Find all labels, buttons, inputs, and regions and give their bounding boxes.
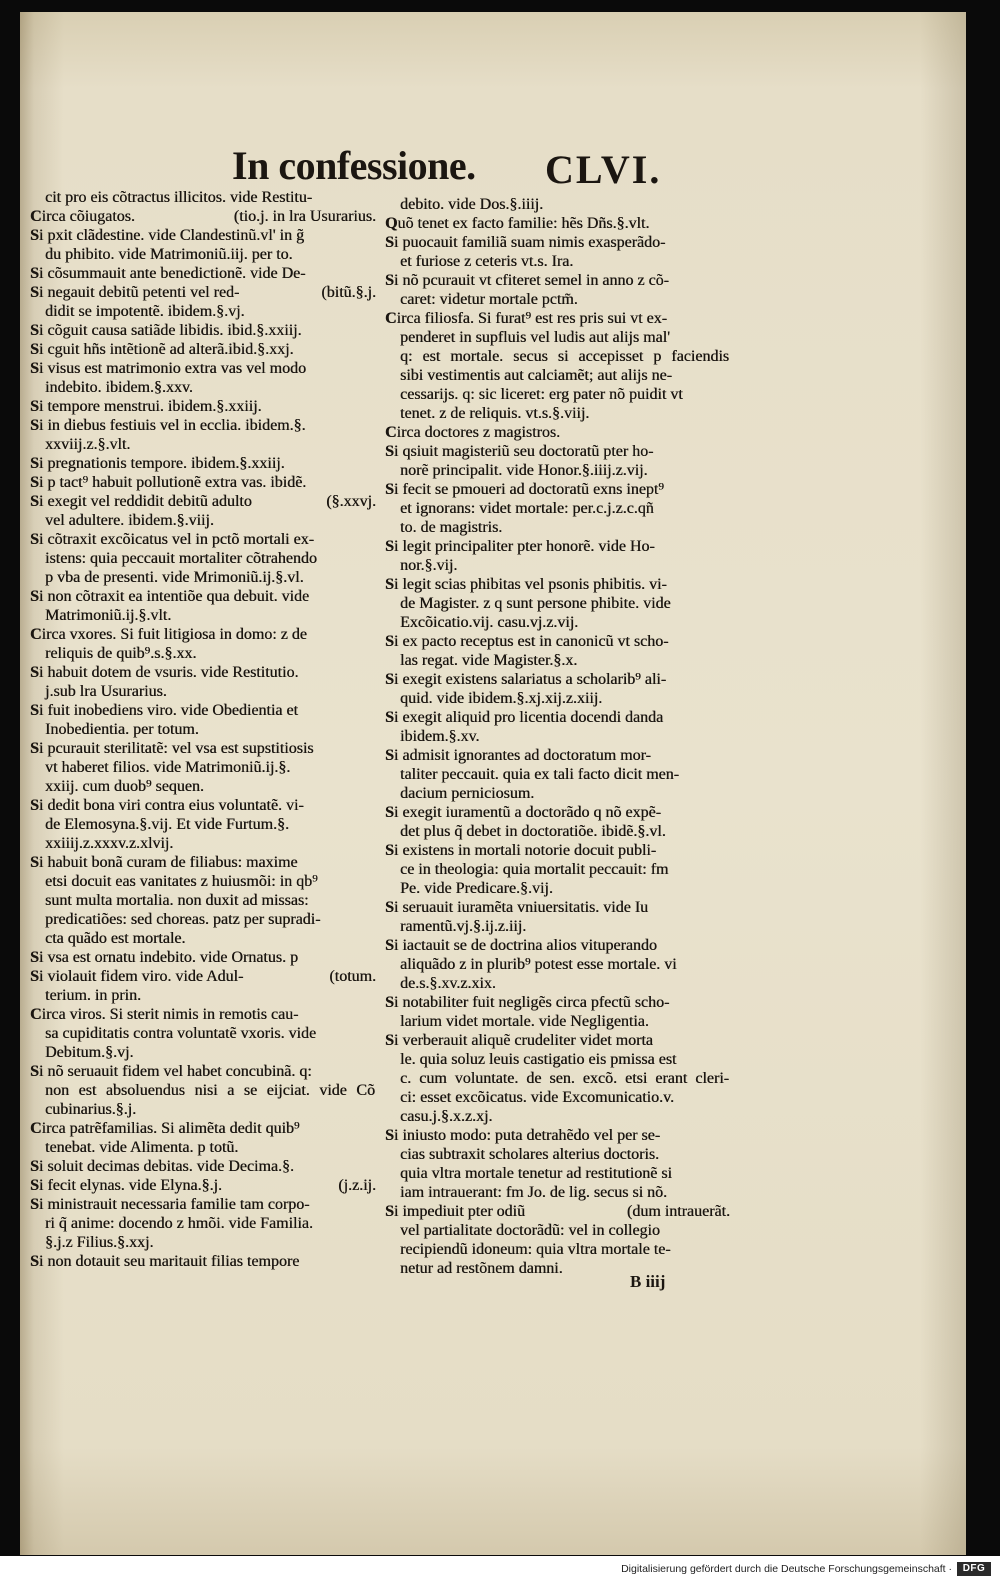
text-line [385,404,730,423]
line-text: cit pro eis cõtractus illicitos. vide Restitu- [45,189,313,206]
text-line [30,264,376,283]
text-line [385,879,730,898]
text-line [385,1259,730,1278]
text-line [30,492,376,511]
turnover-text: (tio.j. in lra Usurarius. [233,208,376,225]
text-line [385,860,730,879]
line-text: indebito. ibidem.§.xxv. [45,379,193,396]
text-line [385,1164,730,1183]
text-line [30,948,376,967]
line-text: Si violauit fidem viro. vide Adul- [30,968,244,985]
text-line [385,195,730,214]
line-text: caret: videtur mortale pctm̃. [400,291,578,308]
line-text: Matrimoniũ.ij.§.vlt. [45,607,172,624]
text-line [385,233,730,252]
line-text: Si non dotauit seu maritauit filias tempore [30,1253,300,1270]
line-text: Si fecit elynas. vide Elyna.§.j. [30,1177,222,1194]
line-text: le. quia soluz leuis castigatio eis pmissa est [400,1051,677,1068]
line-text: Si exegit existens salariatus a scholarib⁹ ali- [385,671,667,688]
line-text: Excõicatio.vij. casu.vj.z.vij. [400,614,579,631]
text-line [30,568,376,587]
text-line [385,556,730,575]
text-line [385,271,730,290]
text-line [30,321,376,340]
text-line [30,1157,376,1176]
line-text: larium videt mortale. vide Negligentia. [400,1013,649,1030]
line-text: reliquis de quib⁹.s.§.xx. [45,645,197,662]
line-text: ri q̃ anime: docendo z hmõi. vide Familia. [45,1215,313,1232]
text-line [30,435,376,454]
line-text: vel adultere. ibidem.§.viij. [45,512,214,529]
line-text: ce in theologia: quia mortalit peccauit: fm [400,861,669,878]
text-line [385,252,730,271]
text-line [385,632,730,651]
line-text: cta quãdo est mortale. [45,930,186,947]
text-line [30,701,376,720]
line-text: Si existens in mortali notorie docuit publi- [385,842,657,859]
text-line [385,214,730,233]
line-text: ramentũ.vj.§.ij.z.iij. [400,918,527,935]
text-line [30,891,376,910]
line-text: Circa vxores. Si fuit litigiosa in domo: z de [30,626,307,643]
text-line [385,309,730,328]
text-line [30,473,376,492]
text-line [385,290,730,309]
line-text: quid. vide ibidem.§.xj.xij.z.xiij. [400,690,603,707]
text-line [30,606,376,625]
text-line [30,454,376,473]
text-line [385,1202,730,1221]
text-line [385,480,730,499]
line-text: §.j.z Filius.§.xxj. [45,1234,154,1251]
turnover-text: (§.xxvj. [326,493,376,510]
text-line [385,1107,730,1126]
text-line [30,1176,376,1195]
line-text: Si visus est matrimonio extra vas vel modo [30,360,306,377]
line-text: aliquãdo z in plurib⁹ potest esse mortale. vi [400,956,677,973]
text-line [385,1240,730,1259]
text-line [30,511,376,530]
text-line [385,746,730,765]
line-text: xxviij.z.§.vlt. [45,436,131,453]
line-text: Si pregnationis tempore. ibidem.§.xxiij. [30,455,285,472]
text-line [385,328,730,347]
text-line [30,1081,376,1100]
footer-bar [0,1556,1000,1583]
text-line [30,758,376,777]
folio-number: CLVI. [545,147,662,192]
line-text: Inobedientia. per totum. [45,721,199,738]
line-text: tenebat. vide Alimenta. p totũ. [45,1139,239,1156]
text-line [385,1012,730,1031]
line-text: ibidem.§.xv. [400,728,480,745]
text-line [385,841,730,860]
text-line [385,613,730,632]
line-text: Circa filiosfa. Si furat⁹ est res pris sui vt ex- [385,310,667,327]
text-line [30,834,376,853]
text-line [30,378,376,397]
line-text: Si exegit vel reddidit debitũ adulto [30,493,252,510]
text-line [30,188,376,207]
line-text: didit se impotentẽ. ibidem.§.vj. [45,303,245,320]
text-line [30,359,376,378]
text-line [30,226,376,245]
text-line [30,1138,376,1157]
line-text: Si p tact⁹ habuit pollutionẽ extra vas. ibidẽ. [30,474,307,491]
line-text: debito. vide Dos.§.iiij. [400,196,544,213]
text-line [30,283,376,302]
line-text: nor.§.vij. [400,557,458,574]
text-line [385,575,730,594]
text-line [30,245,376,264]
text-line [30,720,376,739]
text-line [385,708,730,727]
text-line [385,347,730,366]
line-text: Si pxit clãdestine. vide Clandestinũ.vl' in g̃ [30,227,304,244]
line-text: Si exegit iuramentũ a doctorãdo q nõ expẽ- [385,804,661,821]
line-text: Si cõguit causa satiãde libidis. ibid.§.xxiij. [30,322,302,339]
text-line [385,1031,730,1050]
text-line [385,803,730,822]
line-text: Si notabiliter fuit negligẽs circa pfectũ scho- [385,994,670,1011]
line-text: dacium perniciosum. [400,785,535,802]
line-text: xxiiij.z.xxxv.z.xlvij. [45,835,174,852]
running-head: In confessione. [232,143,476,188]
text-line [385,1126,730,1145]
line-text: Si dedit bona viri contra eius voluntatẽ. vi- [30,797,304,814]
text-line [30,397,376,416]
line-text: Debitum.§.vj. [45,1044,134,1061]
line-text: Si non cõtraxit ea intentiõe qua debuit. vide [30,588,310,605]
funding-credit: Digitalisierung gefördert durch die Deutsche Forschungsgemeinschaft · [621,1563,952,1575]
text-line [30,644,376,663]
line-text: c. cum voluntate. de sen. excõ. etsi erant cleri- [400,1070,730,1087]
text-line [30,796,376,815]
line-text: Si fecit se pmoueri ad doctoratũ exns inept⁹ [385,481,664,498]
text-line [30,1252,376,1271]
line-text: de.s.§.xv.z.xix. [400,975,496,992]
line-text: Si vsa est ornatu indebito. vide Ornatus. p [30,949,298,966]
line-text: Quõ tenet ex facto familie: hẽs Dñs.§.vlt. [385,215,650,232]
line-text: Si admisit ignorantes ad doctoratum mor- [385,747,651,764]
text-line [385,499,730,518]
line-text: Si iniusto modo: puta detrahẽdo vel per se- [385,1127,661,1144]
turnover-text: (bitũ.§.j. [321,284,376,301]
text-line [385,594,730,613]
text-line [385,423,730,442]
line-text: Si legit scias phibitas vel psonis phibitis. vi- [385,576,667,593]
line-text: etsi docuit eas vanitates z huiusmõi: in qb⁹ [45,873,318,890]
text-line [385,537,730,556]
text-line [385,461,730,480]
line-text: cessarijs. q: sic liceret: erg pater nõ puidit vt [400,386,683,403]
line-text: Si verberauit aliquẽ crudeliter videt morta [385,1032,653,1049]
line-text: Circa patrẽfamilias. Si alimẽta dedit quib⁹ [30,1120,300,1137]
text-line [385,651,730,670]
line-text: Si iactauit se de doctrina alios vituperando [385,937,657,954]
line-text: Si tempore menstrui. ibidem.§.xxiij. [30,398,262,415]
text-line [30,587,376,606]
text-line [385,366,730,385]
text-line [385,518,730,537]
line-text: ci: esset excõicatus. vide Excomunicatio.v. [400,1089,674,1106]
line-text: vt haberet filios. vide Matrimoniũ.ij.§. [45,759,291,776]
text-column-right [385,195,730,1278]
turnover-text: (j.z.ij. [338,1177,376,1194]
line-text: cubinarius.§.j. [45,1101,137,1118]
line-text: cias subtraxit scholares alterius doctoris. [400,1146,660,1163]
line-text: xxiij. cum duob⁹ sequen. [45,778,204,795]
line-text: las regat. vide Magister.§.x. [400,652,578,669]
page-leaf [20,12,966,1555]
text-line [30,1214,376,1233]
line-text: netur ad restõnem damni. [400,1260,563,1277]
text-line [30,663,376,682]
text-line [385,993,730,1012]
line-text: terium. in prin. [45,987,141,1004]
signature-mark: B iiij [630,1272,666,1291]
text-line [30,1119,376,1138]
line-text: j.sub lra Usurarius. [45,683,167,700]
line-text: Circa cõiugatos. [30,208,135,225]
text-line [385,898,730,917]
line-text: det plus q̃ debet in doctoratiõe. ibidẽ.§.vl. [400,823,666,840]
line-text: quia vltra mortale tenetur ad restitutionẽ si [400,1165,672,1182]
text-line [385,955,730,974]
text-line [30,207,376,226]
line-text: Si exegit aliquid pro licentia docendi danda [385,709,664,726]
text-line [30,815,376,834]
dfg-logo: DFG [957,1562,991,1576]
text-line [385,974,730,993]
line-text: Si seruauit iuramẽta vniuersitatis. vide Iu [385,899,649,916]
text-line [385,1088,730,1107]
text-line [30,872,376,891]
text-line [385,670,730,689]
line-text: Si in diebus festiuis vel in ecclia. ibidem.§. [30,417,306,434]
line-text: predicatiões: sed choreas. patz per supradi- [45,911,321,928]
line-text: du phibito. vide Matrimoniũ.iij. per to. [45,246,293,263]
text-column-left [30,188,376,1271]
line-text: Si cõtraxit excõicatus vel in pctõ mortali ex- [30,531,314,548]
text-line [30,1195,376,1214]
text-line [30,1100,376,1119]
line-text: q: est mortale. secus si accepisset p faciendis [400,348,730,365]
text-line [30,739,376,758]
line-text: Si ex pacto receptus est in canonicũ vt scho- [385,633,669,650]
text-line [30,340,376,359]
text-line [30,682,376,701]
text-line [385,1145,730,1164]
text-line [385,1069,730,1088]
text-line [385,917,730,936]
line-text: non est absoluendus nisi a se eijciat. vide Cõ [45,1082,375,1099]
line-text: Si pcurauit sterilitatẽ: vel vsa est supstitiosis [30,740,314,757]
line-text: de Magister. z q sunt persone phibite. vide [400,595,671,612]
line-text: Si habuit bonã curam de filiabus: maxime [30,854,298,871]
text-line [30,853,376,872]
line-text: de Elemosyna.§.vij. Et vide Furtum.§. [45,816,289,833]
line-text: Pe. vide Predicare.§.vij. [400,880,553,897]
line-text: Si negauit debitũ petenti vel red- [30,284,240,301]
line-text: Si soluit decimas debitas. vide Decima.§. [30,1158,294,1175]
line-text: Si cguit hñs intẽtionẽ ad alterã.ibid.§.xxj. [30,341,294,358]
text-line [385,765,730,784]
text-line [30,416,376,435]
text-line [30,1005,376,1024]
text-line [385,822,730,841]
text-line [30,1024,376,1043]
text-line [385,784,730,803]
line-text: istens: quia peccauit mortaliter cõtrahendo [45,550,317,567]
text-line [30,625,376,644]
line-text: vel partialitate doctorãdũ: vel in collegio [400,1222,660,1239]
line-text: Circa doctores z magistros. [385,424,561,441]
line-text: tenet. z de reliquis. vt.s.§.viij. [400,405,590,422]
text-line [385,385,730,404]
text-line [30,777,376,796]
line-text: Si nõ seruauit fidem vel habet concubinã. q: [30,1063,312,1080]
text-line [30,967,376,986]
text-line [30,986,376,1005]
line-text: Si nõ pcurauit vt cfiteret semel in anno z cõ- [385,272,669,289]
line-text: Si qsiuit magisteriũ seu doctoratũ pter ho- [385,443,654,460]
line-text: et ignorans: videt mortale: per.c.j.z.c.qñ [400,500,654,517]
text-line [30,549,376,568]
text-line [385,1183,730,1202]
text-line [30,302,376,321]
line-text: taliter peccauit. quia ex tali facto dicit men- [400,766,679,783]
turnover-text: (dum intrauerãt. [626,1203,730,1220]
line-text: Si cõsummauit ante benedictionẽ. vide De- [30,265,306,282]
line-text: casu.j.§.x.z.xj. [400,1108,493,1125]
text-line [385,936,730,955]
line-text: Si fuit inobediens viro. vide Obedientia et [30,702,298,719]
text-line [385,1050,730,1069]
line-text: recipiendũ idoneum: quia vltra mortale te- [400,1241,671,1258]
line-text: Si habuit dotem de vsuris. vide Restitutio. [30,664,299,681]
line-text: Si puocauit familiã suam nimis exasperãdo- [385,234,666,251]
text-line [30,929,376,948]
line-text: norẽ principalit. vide Honor.§.iiij.z.vij. [400,462,648,479]
text-line [30,1043,376,1062]
line-text: penderet in supfluis vel ludis aut alijs mal' [400,329,670,346]
turnover-text: (totum. [329,968,376,985]
text-line [385,1221,730,1240]
line-text: p vba de presenti. vide Mrimoniũ.ij.§.vl. [45,569,304,586]
line-text: to. de magistris. [400,519,503,536]
text-line [30,1233,376,1252]
line-text: sibi vestimentis aut calciamẽt; aut alijs ne- [400,367,672,384]
line-text: Si legit principaliter pter honorẽ. vide Ho- [385,538,655,555]
line-text: Circa viros. Si sterit nimis in remotis cau- [30,1006,299,1023]
text-line [385,689,730,708]
text-line [30,530,376,549]
text-line [385,442,730,461]
line-text: sunt multa mortalia. non duxit ad missas: [45,892,309,909]
text-line [30,1062,376,1081]
line-text: Si ministrauit necessaria familie tam corpo- [30,1196,310,1213]
text-line [30,910,376,929]
text-line [385,727,730,746]
line-text: sa cupiditatis contra voluntatẽ vxoris. vide [45,1025,317,1042]
line-text: iam intrauerant: fm Jo. de lig. secus si nõ. [400,1184,668,1201]
line-text: et furiose z ceteris vt.s. Ira. [400,253,574,270]
line-text: Si impediuit pter odiũ [385,1203,525,1220]
